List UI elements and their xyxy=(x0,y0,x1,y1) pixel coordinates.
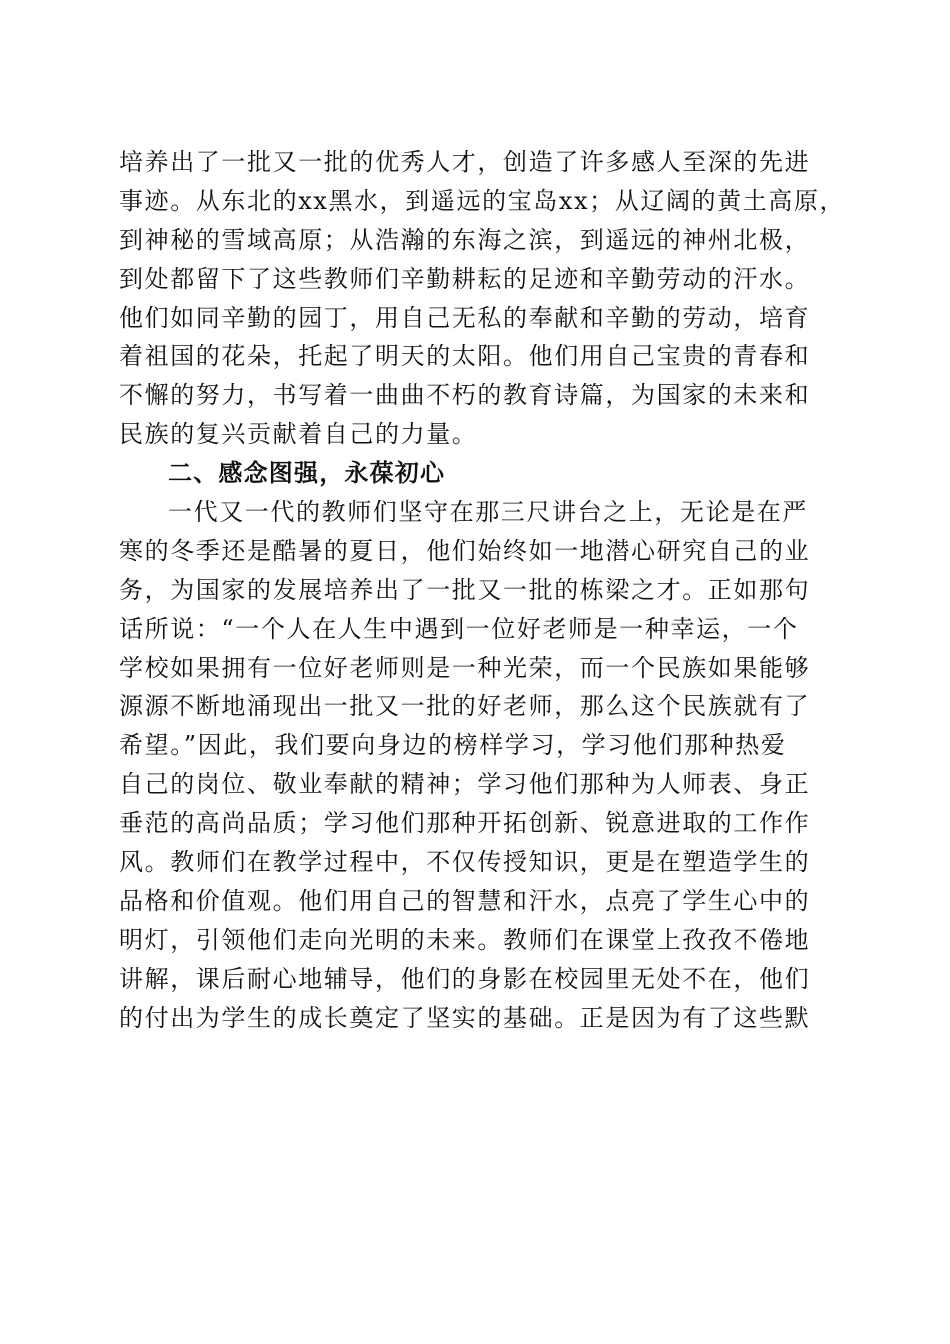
paragraph-line: 的付出为学生的成长奠定了坚实的基础。正是因为有了这些默 xyxy=(119,1003,811,1032)
paragraph-line: 品格和价值观。他们用自己的智慧和汗水，点亮了学生心中的 xyxy=(119,886,811,915)
paragraph-line: 学校如果拥有一位好老师则是一种光荣，而一个民族如果能够 xyxy=(119,653,811,682)
paragraph-line: 不懈的努力，书写着一曲曲不朽的教育诗篇，为国家的未来和 xyxy=(119,381,811,410)
paragraph-line: 源源不断地涌现出一批又一批的好老师，那么这个民族就有了 xyxy=(119,692,811,721)
paragraph-line: 垂范的高尚品质；学习他们那种开拓创新、锐意进取的工作作 xyxy=(119,809,811,838)
paragraph-line: 话所说：“一个人在人生中遇到一位好老师是一种幸运，一个 xyxy=(119,614,799,643)
document-body xyxy=(119,143,846,1037)
paragraph-2 xyxy=(119,493,831,1037)
paragraph-line: 事迹。从东北的xx黑水，到遥远的宝岛xx；从辽阔的黄土高原， xyxy=(119,186,846,215)
paragraph-line: 一代又一代的教师们坚守在那三尺讲台之上，无论是在严 xyxy=(168,498,808,527)
paragraph-line: 民族的复兴贡献着自己的力量。 xyxy=(119,420,478,449)
paragraph-line: 务，为国家的发展培养出了一批又一批的栋梁之才。正如那句 xyxy=(119,575,811,604)
paragraph-line: 风。教师们在教学过程中，不仅传授知识，更是在塑造学生的 xyxy=(119,848,811,877)
paragraph-line: 着祖国的花朵，托起了明天的太阳。他们用自己宝贵的青春和 xyxy=(119,342,811,371)
paragraph-line: 明灯，引领他们走向光明的未来。教师们在课堂上孜孜不倦地 xyxy=(119,925,811,954)
paragraph-line: 培养出了一批又一批的优秀人才，创造了许多感人至深的先进 xyxy=(119,148,811,176)
paragraph-line: 讲解，课后耐心地辅导，他们的身影在校园里无处不在，他们 xyxy=(119,964,811,993)
paragraph-line: 希望。”因此，我们要向身边的榜样学习，学习他们那种热爱 xyxy=(119,731,787,760)
paragraph-line: 到处都留下了这些教师们辛勤耕耘的足迹和辛勤劳动的汗水。 xyxy=(119,264,811,293)
paragraph-line: 自己的岗位、敬业奉献的精神；学习他们那种为人师表、身正 xyxy=(119,770,811,799)
paragraph-line: 寒的冬季还是酷暑的夏日，他们始终如一地潜心研究自己的业 xyxy=(119,536,811,565)
section-heading: 二、感念图强，永葆初心 xyxy=(168,459,446,488)
paragraph-line: 他们如同辛勤的园丁，用自己无私的奉献和辛勤的劳动，培育 xyxy=(119,303,811,332)
paragraph-1 xyxy=(119,143,846,454)
paragraph-line: 到神秘的雪域高原；从浩瀚的东海之滨，到遥远的神州北极， xyxy=(119,225,811,254)
